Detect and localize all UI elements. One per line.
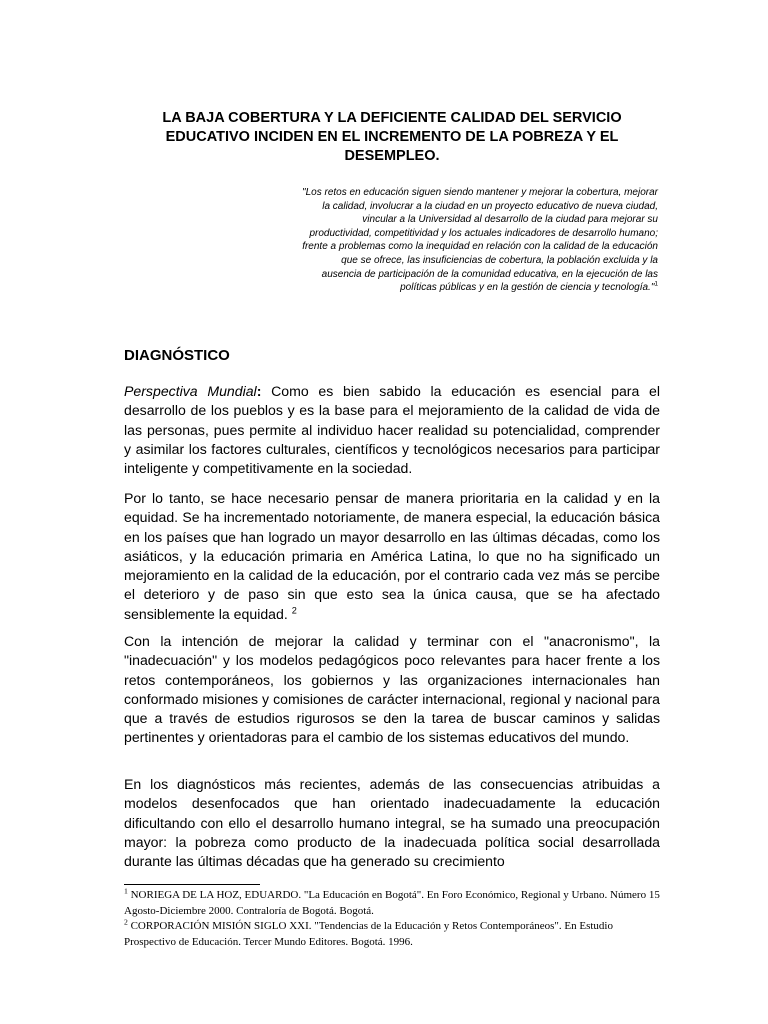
footnote-text: NORIEGA DE LA HOZ, EDUARDO. "La Educación en Bogotá". En Foro Económico, Regional y Urbano. Número 15 Agosto-Diciembre 2000. Contraloría de Bogotá. Bogotá. — [124, 889, 660, 917]
footnotes — [124, 888, 660, 950]
paragraph-diagnosticos — [124, 775, 660, 871]
paragraph-perspectiva-mundial — [124, 382, 660, 478]
footnote-number: 2 — [124, 917, 128, 927]
epigraph-quote — [300, 186, 658, 295]
footnote-1 — [124, 888, 660, 919]
paragraph-text: En los diagnósticos más recientes, además de las consecuencias atribuidas a modelos desenfocados que han orientado inadecuadamente la educación dificultando con ello el desarrollo humano integral, se ha sumado una preocupación mayor: la pobreza como producto de la inadecuada política social desarrollada durante las últimas décadas que ha generado su crecimiento — [124, 776, 660, 870]
paragraph-lead-colon: : — [256, 383, 262, 399]
epigraph-footnote-ref[interactable]: 1 — [654, 280, 658, 288]
paragraph-calidad-equidad — [124, 489, 660, 624]
section-heading-diagnostico: DIAGNÓSTICO — [124, 347, 230, 364]
footnote-ref-2[interactable]: 2 — [291, 605, 297, 616]
paragraph-text: Con la intención de mejorar la calidad y terminar con el "anacronismo", la "inadecuación" y los modelos pedagógicos poco relevantes para hacer frente a los retos contemporáneos, los gobiernos y las organizaciones internacionales han conformado misiones y comisiones de carácter internacional, regional y nacional para que a través de estudios rigurosos se den la tarea de buscar caminos y salidas pertinentes y orientadoras para el cambio de los sistemas educativos del mundo. — [124, 633, 660, 746]
footnote-text: CORPORACIÓN MISIÓN SIGLO XXI. "Tendencias de la Educación y Retos Contemporáneos". En Estudio Prospectivo de Educación. Tercer Mundo Editores. Bogotá. 1996. — [124, 920, 613, 948]
footnote-number: 1 — [124, 886, 128, 896]
footnote-2 — [124, 919, 660, 950]
paragraph-text: Como es bien sabido la educación es esencial para el desarrollo de los pueblos y es la base para el mejoramiento de la calidad de vida de las personas, pues permite al individuo hacer realidad su potencialidad, comprender y asimilar los factores culturales, científicos y tecnológicos necesarios para participar inteligente y competitivamente en la sociedad. — [124, 383, 660, 477]
paragraph-text: Por lo tanto, se hace necesario pensar de manera prioritaria en la calidad y en la equidad. Se ha incrementado notoriamente, de manera especial, la educación básica en los países que han logrado un mayor desarrollo en las últimas décadas, como los asiáticos, y la educación primaria en América Latina, lo que no ha significado un mejoramiento en la calidad de la educación, por el contrario cada vez más se percibe el deterioro y de paso sin que esto sea la única causa, que se ha afectado sensiblemente la equidad. — [124, 490, 660, 622]
epigraph-text: "Los retos en educación siguen siendo mantener y mejorar la cobertura, mejorar la calidad, involucrar a la ciudad en un proyecto educativo de nueva ciudad, vincular a la Universidad al desarrollo de la ciudad para mejorar su productividad, competitividad y los actuales indicadores de desarrollo humano; frente a problemas como la inequidad en relación con la calidad de la educación que se ofrece, las insuficiencias de cobertura, la población excluida y la ausencia de participación de la comunidad educativa, en la ejecución de las políticas públicas y en la gestión de ciencia y tecnología." — [302, 187, 658, 294]
footnote-separator — [124, 884, 260, 885]
paragraph-lead: Perspectiva Mundial — [124, 383, 257, 399]
paragraph-anacronismo — [124, 632, 660, 748]
document-title: LA BAJA COBERTURA Y LA DEFICIENTE CALIDAD DEL SERVICIO EDUCATIVO INCIDEN EN EL INCREMENTO DE LA POBREZA Y EL DESEMPLEO. — [162, 110, 622, 164]
